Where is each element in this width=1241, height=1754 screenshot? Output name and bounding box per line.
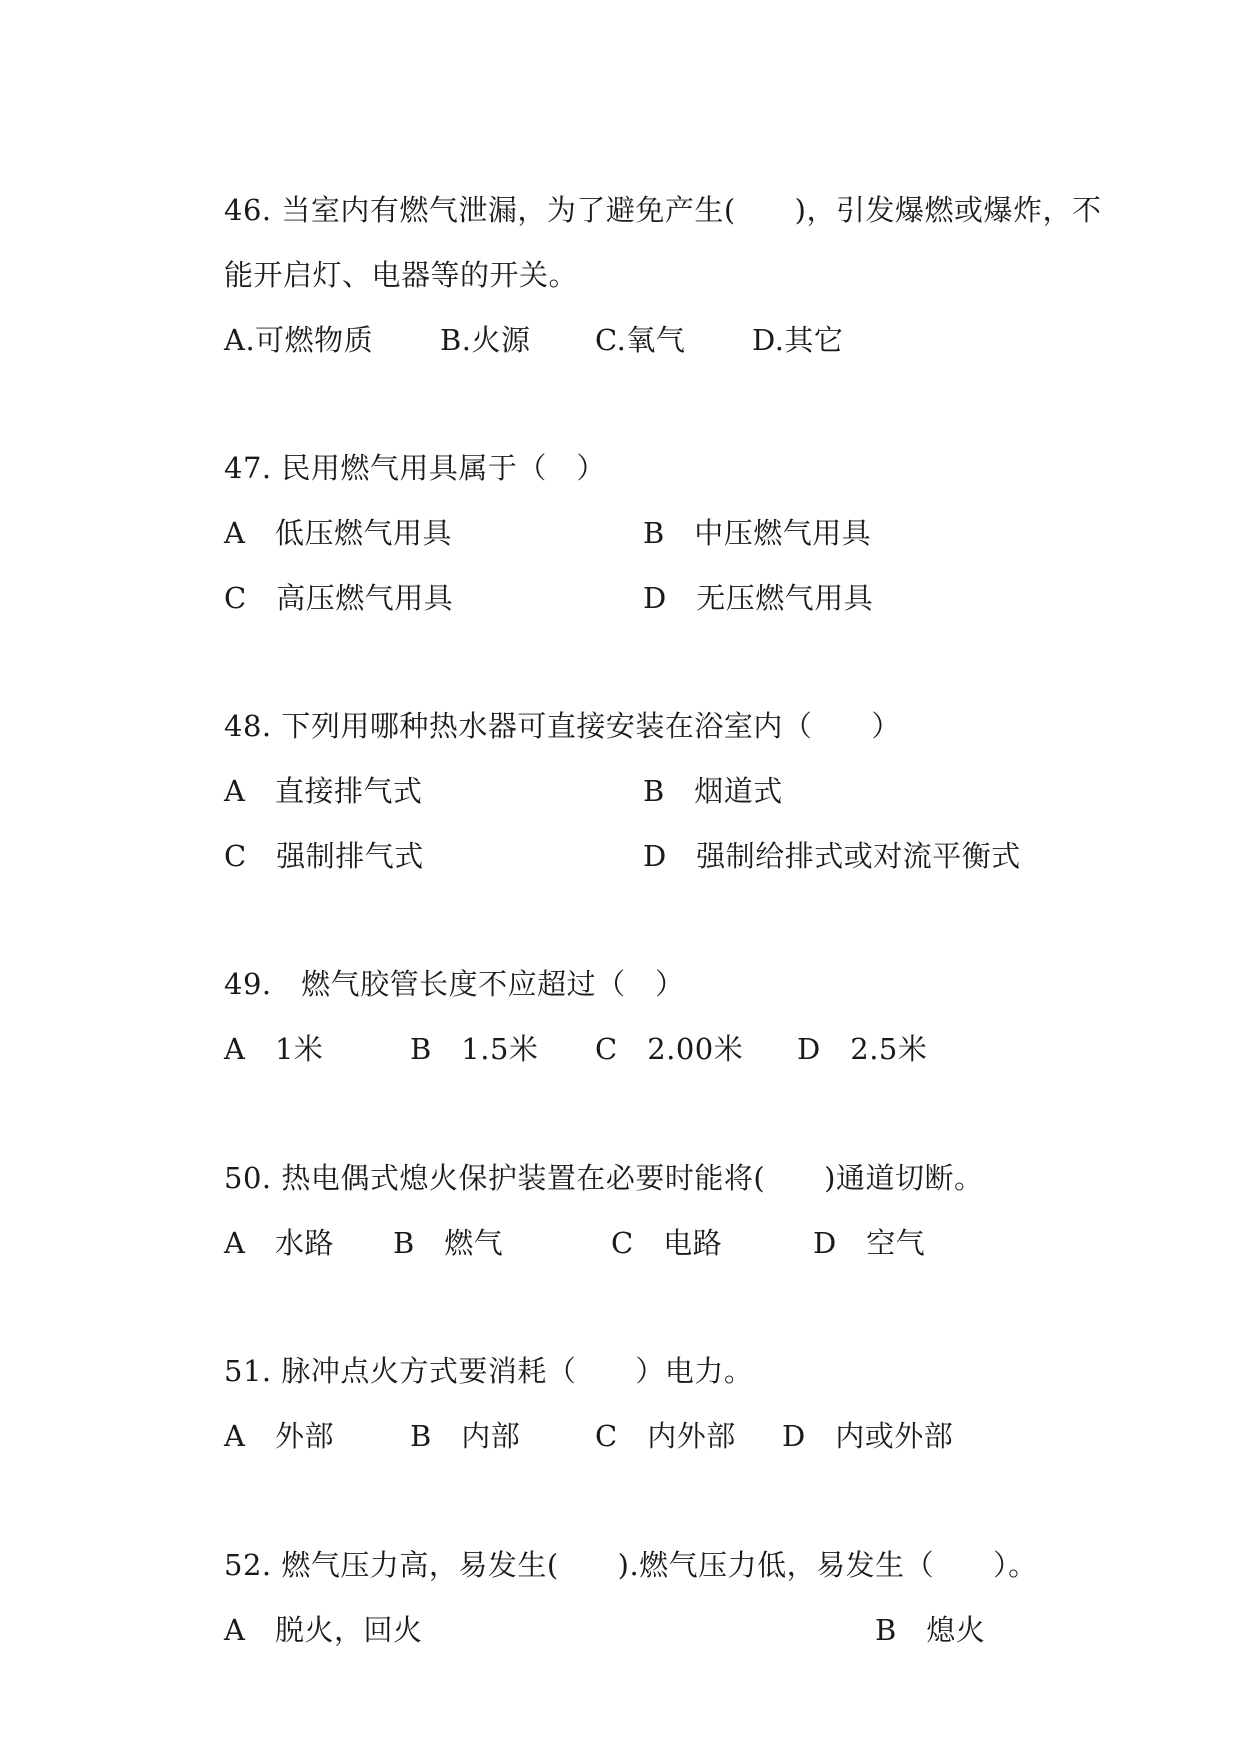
question-46-option-b: B.火源 [440,323,531,357]
question-49-option-c: C 2.00米 [595,1032,744,1066]
question-50-option-b: B 燃气 [393,1226,504,1260]
question-50-option-a: A 水路 [224,1226,334,1260]
question-46-option-a: A.可燃物质 [224,323,374,357]
question-47-stem: 47. 民用燃气用具属于（ ） [224,451,606,485]
question-49-option-d: D 2.5米 [797,1032,928,1066]
question-49-option-a: A 1米 [224,1032,324,1066]
question-48-option-a: A 直接排气式 [224,774,423,808]
question-48-option-d: D 强制给排式或对流平衡式 [643,839,1021,873]
question-49-option-b: B 1.5米 [410,1032,539,1066]
question-46-option-c: C.氧气 [595,323,686,357]
question-49-stem: 49. 燃气胶管长度不应超过（ ） [224,967,685,1001]
question-51-option-b: B 内部 [410,1419,521,1453]
question-47-option-b: B 中压燃气用具 [643,516,872,550]
question-47-option-a: A 低压燃气用具 [224,516,452,550]
question-51-option-c: C 内外部 [595,1419,736,1453]
question-50-option-d: D 空气 [813,1226,926,1260]
question-50-option-c: C 电路 [611,1226,723,1260]
question-48-option-b: B 烟道式 [643,774,783,808]
question-50-stem: 50. 热电偶式熄火保护装置在必要时能将( )通道切断。 [224,1161,984,1195]
question-52-stem: 52. 燃气压力高，易发生( ).燃气压力低，易发生（ ）。 [224,1548,1038,1582]
question-51-stem: 51. 脉冲点火方式要消耗（ ）电力。 [224,1354,754,1388]
question-48-stem: 48. 下列用哪种热水器可直接安装在浴室内（ ） [224,709,901,743]
question-47-option-d: D 无压燃气用具 [643,581,874,615]
question-51-option-d: D 内或外部 [782,1419,954,1453]
question-48-option-c: C 强制排气式 [224,839,424,873]
question-46-stem-line-2: 能开启灯、电器等的开关。 [224,258,579,292]
question-46-stem-line-1: 46. 当室内有燃气泄漏，为了避免产生( )，引发爆燃或爆炸，不 [224,193,1102,227]
question-51-option-a: A 外部 [224,1419,334,1453]
question-52-option-b: B 熄火 [875,1613,986,1647]
question-52-option-a: A 脱火，回火 [224,1613,423,1647]
question-47-option-c: C 高压燃气用具 [224,581,454,615]
question-46-option-d: D.其它 [752,323,844,357]
